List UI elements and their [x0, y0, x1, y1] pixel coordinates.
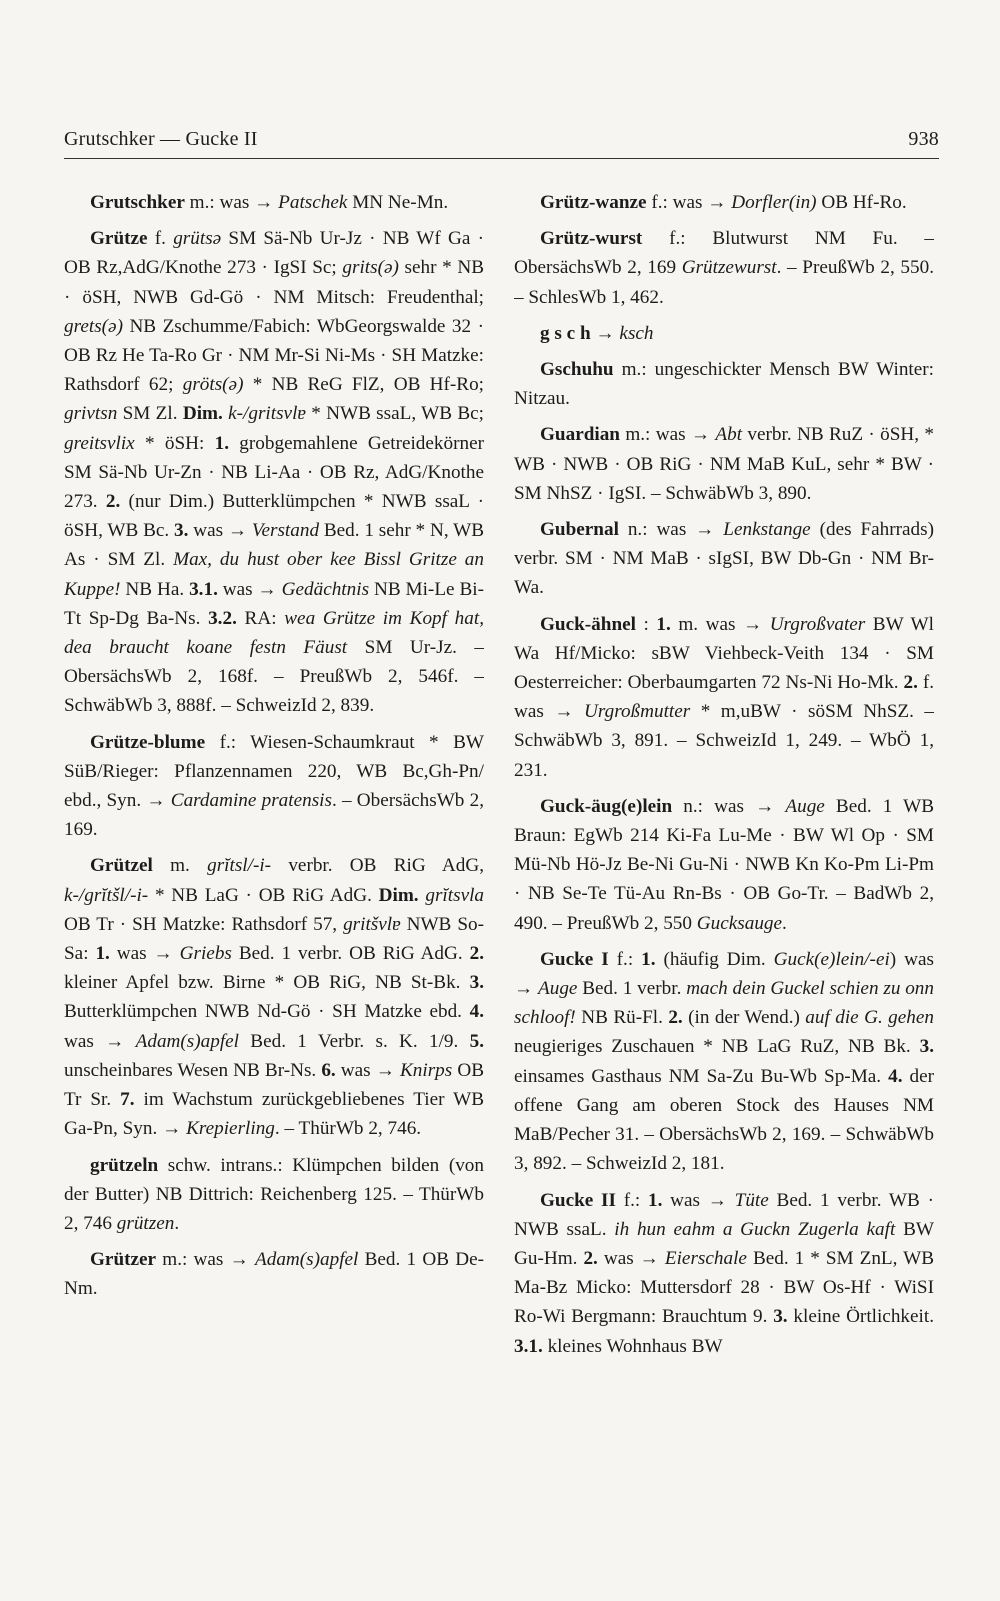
dictionary-entry: Grützer m.: was → Adam(s)apfel Bed. 1 OB De-Nm.: [64, 1249, 484, 1300]
dictionary-entry: Grütze-blume f.: Wiesen-Schaumkraut * BW SüB/Rieger: Pflanzennamen 220, WB Bc,Gh-Pn/ ebd., Syn. → Cardamine pratensis. – ObersächsWb 2, 169.: [64, 731, 484, 841]
dictionary-entry: grützeln schw. intrans.: Klümpchen bilden (von der Butter) NB Dittrich: Reichenberg 125. – ThürWb 2, 746 grützen.: [64, 1154, 484, 1234]
dictionary-entry: Grützel m. grĭtsl/-i- verbr. OB RiG AdG, k-/grĭtšl/-i- * NB LaG · OB RiG AdG. Dim. grĭtsvla OB Tr · SH Matzke: Rathsdorf 57, gritšvlɐ NWB So-Sa: 1. was → Griebs Bed. 1 verbr. OB RiG AdG. 2. kleiner Apfel bzw. Birne * OB RiG, NB St-Bk. 3. Butterklümpchen NWB Nd-Gö · SH Matzke ebd. 4. was → Adam(s)apfel Bed. 1 Verbr. s. K. 1/9. 5. unscheinbares Wesen NB Br-Ns. 6. was → Knirps OB Tr Sr. 7. im Wachstum zurückgebliebenes Tier WB Ga-Pn, Syn. → Krepierling. – ThürWb 2, 746.: [64, 855, 484, 1140]
dictionary-entry: Grutschker m.: was → Patschek MN Ne-Mn.: [90, 192, 449, 213]
left-column: [64, 188, 484, 1578]
dictionary-entry: Grütz-wanze f.: was → Dorfler(in) OB Hf-Ro.: [540, 192, 907, 213]
dictionary-entry: Grütze f. grütsə SM Sä-Nb Ur-Jz · NB Wf Ga · OB Rz,AdG/Knothe 273 · IgSI Sc; grits(ə) sehr * NB · öSH, NWB Gd-Gö · NM Mitsch: Freudenthal; grets(ə) NB Zschumme/Fabich: WbGeorgswalde 32 · OB Rz He Ta-Ro Gr · NM Mr-Si Ni-Ms · SH Matzke: Rathsdorf 62; gröts(ə) * NB ReG FlZ, OB Hf-Ro; grivtsn SM Zl. Dim. k-/gritsvlɐ * NWB ssaL, WB Bc; greitsvlix * öSH: 1. grobgemahlene Getreidekörner SM Sä-Nb Ur-Zn · NB Li-Aa · OB Rz, AdG/Knothe 273. 2. (nur Dim.) Butterklümpchen * NWB ssaL · öSH, WB Bc. 3. was → Verstand Bed. 1 sehr * N, WB As · SM Zl. Max, du hust ober kee Bissl Gritze an Kuppe! NB Ha. 3.1. was → Gedächtnis NB Mi-Le Bi-Tt Sp-Dg Ba-Ns. 3.2. RA: wea Grütze im Kopf hat, dea braucht koane festn Fäust SM Ur-Jz. – ObersächsWb 2, 168f. – PreußWb 2, 546f. – SchwäbWb 3, 888f. – SchweizId 2, 839.: [64, 228, 484, 717]
dictionary-entry: Guardian m.: was → Abt verbr. NB RuZ · öSH, * WB · NWB · OB RiG · NM MaB KuL, sehr * BW · SM NhSZ · IgSI. – SchwäbWb 3, 890.: [514, 424, 934, 504]
running-header: [64, 128, 939, 158]
dictionary-entry: Gschuhu m.: ungeschickter Mensch BW Winter: Nitzau.: [514, 359, 934, 410]
dictionary-entry: Gucke I f.: 1. (häufig Dim. Guck(e)lein/-ei) was → Auge Bed. 1 verbr. mach dein Guckel schien zu onn schloof! NB Rü-Fl. 2. (in der Wend.) auf die G. gehen neugieriges Zuschauen * NB LaG RuZ, NB Bk. 3. einsames Gasthaus NM Sa-Zu Bu-Wb Sp-Ma. 4. der offene Gang am oberen Stock des Hauses NM MaB/Pecher 31. – ObersächsWb 2, 169. – SchwäbWb 3, 892. – SchweizId 2, 181.: [514, 948, 934, 1175]
dictionary-entry: Grütz-wurst f.: Blutwurst NM Fu. – ObersächsWb 2, 169 Grützewurst. – PreußWb 2, 550. – SchlesWb 1, 462.: [514, 228, 934, 308]
dictionary-entry: Guck-äug(e)lein n.: was → Auge Bed. 1 WB Braun: EgWb 214 Ki-Fa Lu-Me · BW Wl Op · SM Mü-Nb Hö-Jz Be-Ni Gu-Ni · NWB Kn Ko-Pm Li-Pm · NB Se-Te Tü-Au Rn-Bs · OB Go-Tr. – BadWb 2, 490. – PreußWb 2, 550 Gucksauge.: [514, 795, 934, 934]
running-title: Grutschker — Gucke II: [64, 128, 258, 150]
right-column: [514, 188, 934, 1578]
header-rule: [64, 158, 939, 159]
dictionary-entry: Gubernal n.: was → Lenkstange (des Fahrrads) verbr. SM · NM MaB · sIgSI, BW Db-Gn · NM Br-Wa.: [514, 519, 934, 599]
dictionary-entry: Guck-ähnel : 1. m. was → Urgroßvater BW Wl Wa Hf/Micko: sBW Viehbeck-Veith 134 · SM Oesterreicher: Oberbaumgarten 72 Ns-Ni Ho-Mk. 2. f. was → Urgroßmutter * m,uBW · söSM NhSZ. – SchwäbWb 3, 891. – SchweizId 1, 249. – WbÖ 1, 231.: [514, 613, 934, 781]
page-number: 938: [908, 128, 939, 150]
dictionary-entry: g s c h → ksch: [540, 322, 654, 344]
dictionary-entry: Gucke II f.: 1. was → Tüte Bed. 1 verbr. WB · NWB ssaL. ih hun eahm a Guckn Zugerla kaft BW Gu-Hm. 2. was → Eierschale Bed. 1 * SM ZnL, WB Ma-Bz Micko: Muttersdorf 28 · BW Os-Hf · WiSI Ro-Wi Bergmann: Brauchtum 9. 3. kleine Örtlichkeit. 3.1. kleines Wohnhaus BW: [514, 1189, 934, 1357]
